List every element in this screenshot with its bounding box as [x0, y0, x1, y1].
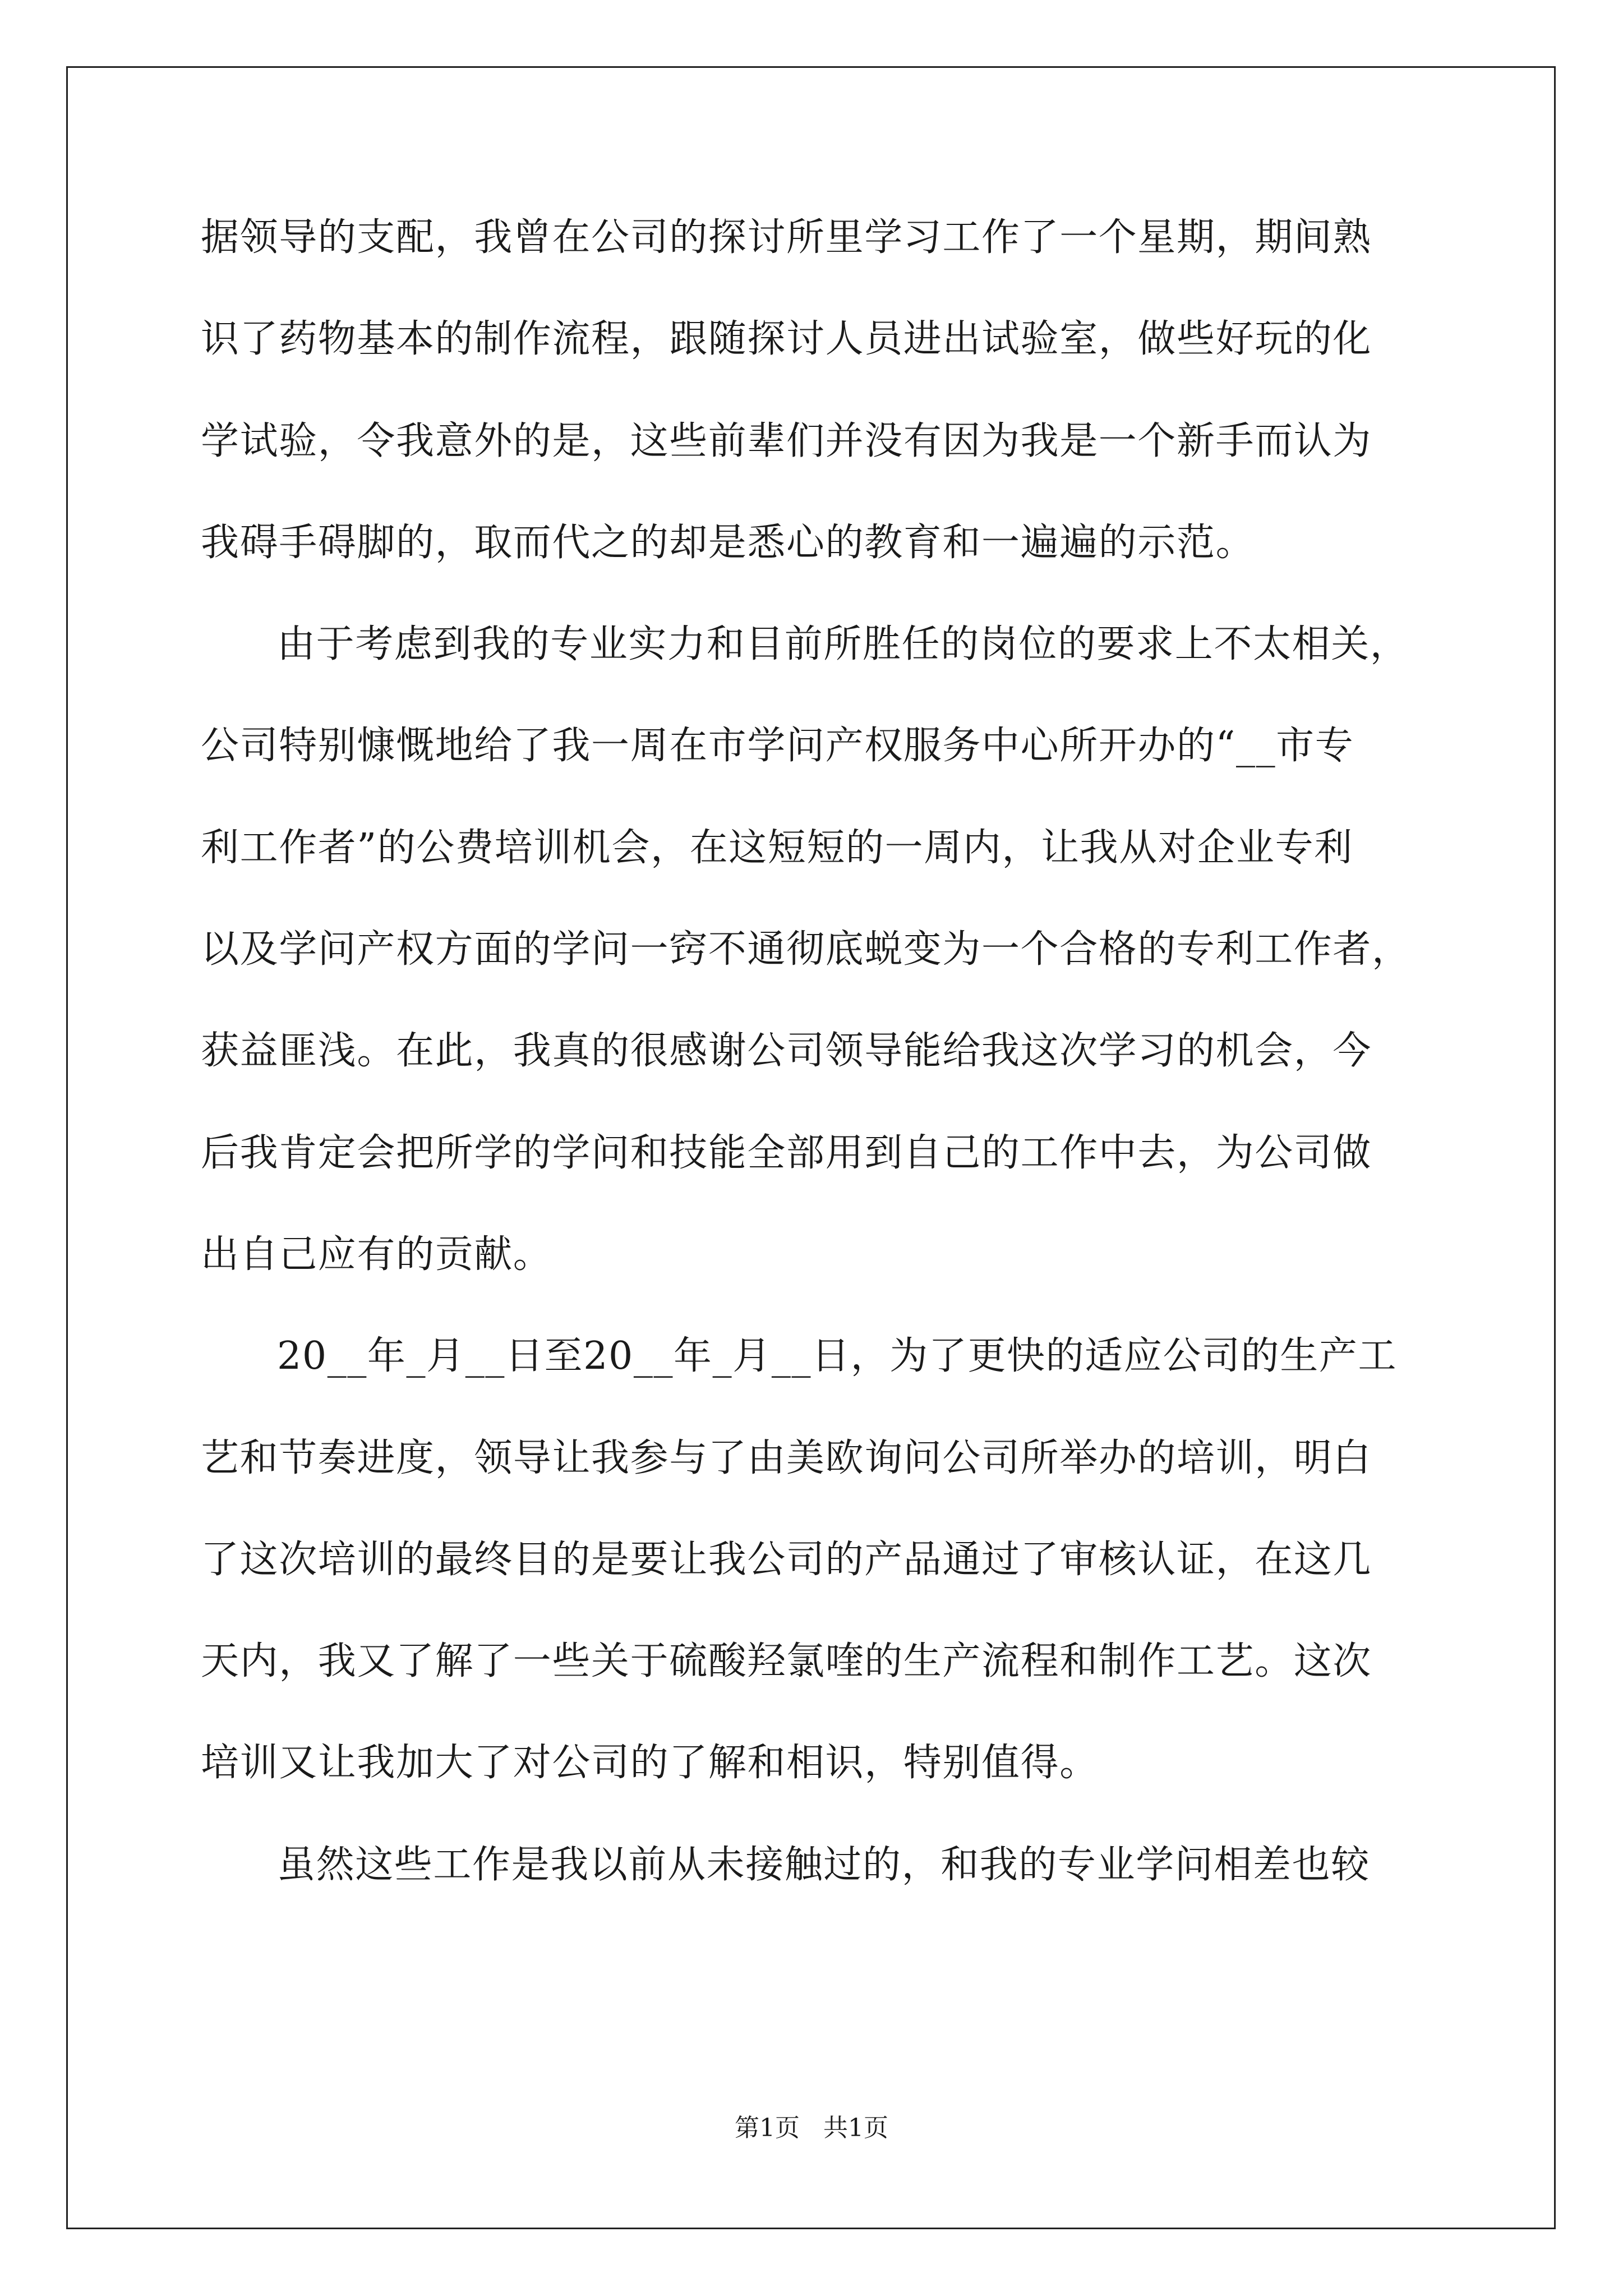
text-line: 出自己应有的贡献。 — [201, 1232, 552, 1277]
page-number: 第1页 — [735, 2114, 800, 2142]
text-line: 学试验，令我意外的是，这些前辈们并没有因为我是一个新手而认为 — [201, 418, 1372, 463]
paragraph-start-line: 由于考虑到我的专业实力和目前所胜任的岗位的要求上不太相关， — [277, 622, 1409, 667]
text-line: 了这次培训的最终目的是要让我公司的产品通过了审核认证，在这几 — [201, 1537, 1372, 1582]
text-line: 后我肯定会把所学的学问和技能全部用到自己的工作中去，为公司做 — [201, 1130, 1372, 1175]
text-line: 获益匪浅。在此，我真的很感谢公司领导能给我这次学习的机会，今 — [201, 1029, 1372, 1074]
text-line: 艺和节奏进度，领导让我参与了由美欧询问公司所举办的培训，明白 — [201, 1435, 1372, 1480]
text-line: 我碍手碍脚的，取而代之的却是悉心的教育和一遍遍的示范。 — [201, 520, 1255, 565]
page-total: 共1页 — [823, 2114, 888, 2142]
text-line: 识了药物基本的制作流程，跟随探讨人员进出试验室，做些好玩的化 — [201, 317, 1372, 362]
text-line: 培训又让我加大了对公司的了解和相识，特别值得。 — [201, 1741, 1099, 1786]
text-line: 公司特别慷慨地给了我一周在市学问产权服务中心所开办的“__市专 — [201, 724, 1354, 769]
paragraph-start-line: 虽然这些工作是我以前从未接触过的，和我的专业学问相差也较 — [277, 1842, 1370, 1887]
page-footer — [0, 2116, 1623, 2141]
document-body — [201, 215, 1435, 1948]
text-line: 天内，我又了解了一些关于硫酸羟氯喹的生产流程和制作工艺。这次 — [201, 1639, 1372, 1684]
text-line: 据领导的支配，我曾在公司的探讨所里学习工作了一个星期，期间熟 — [201, 215, 1372, 260]
text-line: 以及学问产权方面的学问一窍不通彻底蜕变为一个合格的专利工作者， — [201, 927, 1411, 972]
text-line: 利工作者”的公费培训机会，在这短短的一周内，让我从对企业专利 — [201, 825, 1353, 870]
paragraph-start-line: 20__年_月__日至20__年_月__日，为了更快的适应公司的生产工 — [277, 1334, 1398, 1379]
